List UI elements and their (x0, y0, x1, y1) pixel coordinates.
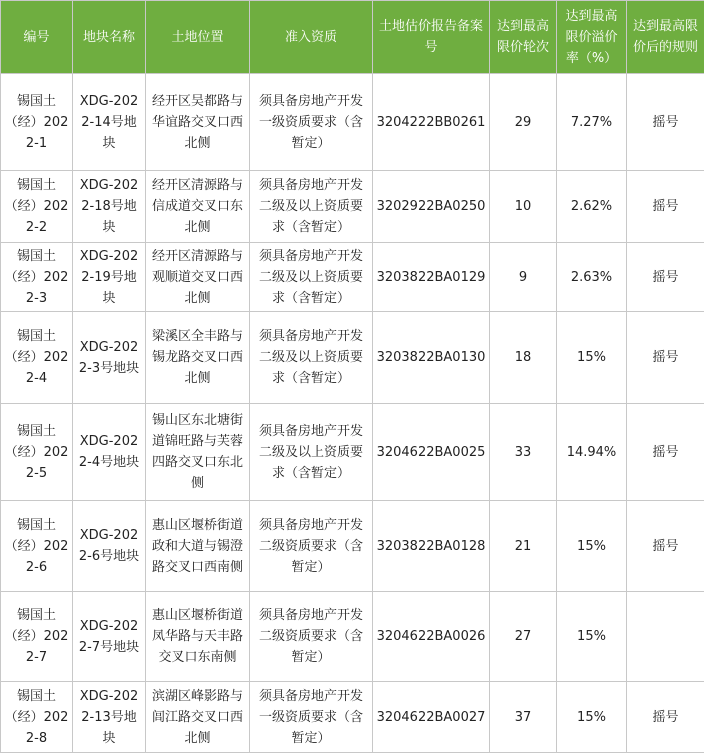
cell-name: XDG-2022-18号地块 (73, 171, 146, 243)
cell-name: XDG-2022-19号地块 (73, 243, 146, 312)
header-rounds: 达到最高限价轮次 (490, 1, 557, 74)
header-qualification: 准入资质 (250, 1, 373, 74)
cell-record-no: 3204622BA0026 (373, 592, 490, 682)
cell-name: XDG-2022-7号地块 (73, 592, 146, 682)
cell-rounds: 21 (490, 501, 557, 592)
cell-name: XDG-2022-13号地块 (73, 682, 146, 753)
header-name: 地块名称 (73, 1, 146, 74)
cell-code: 锡国土（经）2022-7 (1, 592, 73, 682)
cell-rounds: 27 (490, 592, 557, 682)
cell-qualification: 须具备房地产开发二级及以上资质要求（含暂定） (250, 312, 373, 404)
cell-record-no: 3204222BB0261 (373, 74, 490, 171)
cell-location: 梁溪区全丰路与锡龙路交叉口西北侧 (146, 312, 250, 404)
cell-location: 惠山区堰桥街道凤华路与天丰路交叉口东南侧 (146, 592, 250, 682)
header-location: 土地位置 (146, 1, 250, 74)
cell-premium: 15% (557, 312, 627, 404)
cell-qualification: 须具备房地产开发二级及以上资质要求（含暂定） (250, 171, 373, 243)
table-row (1, 312, 704, 404)
cell-qualification: 须具备房地产开发二级资质要求（含暂定） (250, 501, 373, 592)
cell-name: XDG-2022-14号地块 (73, 74, 146, 171)
cell-location: 惠山区堰桥街道政和大道与锡澄路交叉口西南侧 (146, 501, 250, 592)
cell-rule: 摇号 (627, 243, 704, 312)
cell-premium: 15% (557, 682, 627, 753)
cell-location: 经开区清源路与信成道交叉口东北侧 (146, 171, 250, 243)
cell-record-no: 3203822BA0129 (373, 243, 490, 312)
cell-qualification: 须具备房地产开发二级及以上资质要求（含暂定） (250, 404, 373, 501)
cell-record-no: 3204622BA0027 (373, 682, 490, 753)
cell-record-no: 3203822BA0130 (373, 312, 490, 404)
cell-rounds: 33 (490, 404, 557, 501)
table-header-row (1, 1, 704, 74)
cell-qualification: 须具备房地产开发一级资质要求（含暂定） (250, 682, 373, 753)
cell-rule: 摇号 (627, 74, 704, 171)
cell-rounds: 37 (490, 682, 557, 753)
header-record-no: 土地估价报告备案号 (373, 1, 490, 74)
cell-location: 经开区吴都路与华谊路交叉口西北侧 (146, 74, 250, 171)
cell-rule (627, 592, 704, 682)
table-row (1, 501, 704, 592)
table-row (1, 682, 704, 753)
cell-code: 锡国土（经）2022-4 (1, 312, 73, 404)
cell-premium: 15% (557, 501, 627, 592)
cell-name: XDG-2022-3号地块 (73, 312, 146, 404)
cell-code: 锡国土（经）2022-8 (1, 682, 73, 753)
cell-code: 锡国土（经）2022-3 (1, 243, 73, 312)
cell-premium: 2.62% (557, 171, 627, 243)
cell-premium: 15% (557, 592, 627, 682)
header-premium: 达到最高限价溢价率（%） (557, 1, 627, 74)
cell-qualification: 须具备房地产开发二级资质要求（含暂定） (250, 592, 373, 682)
cell-code: 锡国土（经）2022-2 (1, 171, 73, 243)
cell-premium: 2.63% (557, 243, 627, 312)
cell-record-no: 3203822BA0128 (373, 501, 490, 592)
table-row (1, 592, 704, 682)
cell-rule: 摇号 (627, 501, 704, 592)
cell-premium: 7.27% (557, 74, 627, 171)
cell-rounds: 9 (490, 243, 557, 312)
cell-qualification: 须具备房地产开发一级资质要求（含暂定） (250, 74, 373, 171)
cell-location: 经开区清源路与观顺道交叉口西北侧 (146, 243, 250, 312)
cell-code: 锡国土（经）2022-6 (1, 501, 73, 592)
cell-location: 滨湖区峰影路与闾江路交叉口西北侧 (146, 682, 250, 753)
cell-code: 锡国土（经）2022-5 (1, 404, 73, 501)
cell-record-no: 3204622BA0025 (373, 404, 490, 501)
cell-name: XDG-2022-4号地块 (73, 404, 146, 501)
cell-rounds: 10 (490, 171, 557, 243)
cell-rule: 摇号 (627, 171, 704, 243)
table-row (1, 404, 704, 501)
cell-location: 锡山区东北塘街道锦旺路与芙蓉四路交叉口东北侧 (146, 404, 250, 501)
cell-qualification: 须具备房地产开发二级及以上资质要求（含暂定） (250, 243, 373, 312)
cell-rounds: 18 (490, 312, 557, 404)
cell-record-no: 3202922BA0250 (373, 171, 490, 243)
cell-premium: 14.94% (557, 404, 627, 501)
table-row (1, 171, 704, 243)
table-row (1, 74, 704, 171)
table-row (1, 243, 704, 312)
header-code: 编号 (1, 1, 73, 74)
cell-rule: 摇号 (627, 312, 704, 404)
cell-rule: 摇号 (627, 682, 704, 753)
header-rule: 达到最高限价后的规则 (627, 1, 704, 74)
cell-rounds: 29 (490, 74, 557, 171)
cell-rule: 摇号 (627, 404, 704, 501)
cell-code: 锡国土（经）2022-1 (1, 74, 73, 171)
cell-name: XDG-2022-6号地块 (73, 501, 146, 592)
